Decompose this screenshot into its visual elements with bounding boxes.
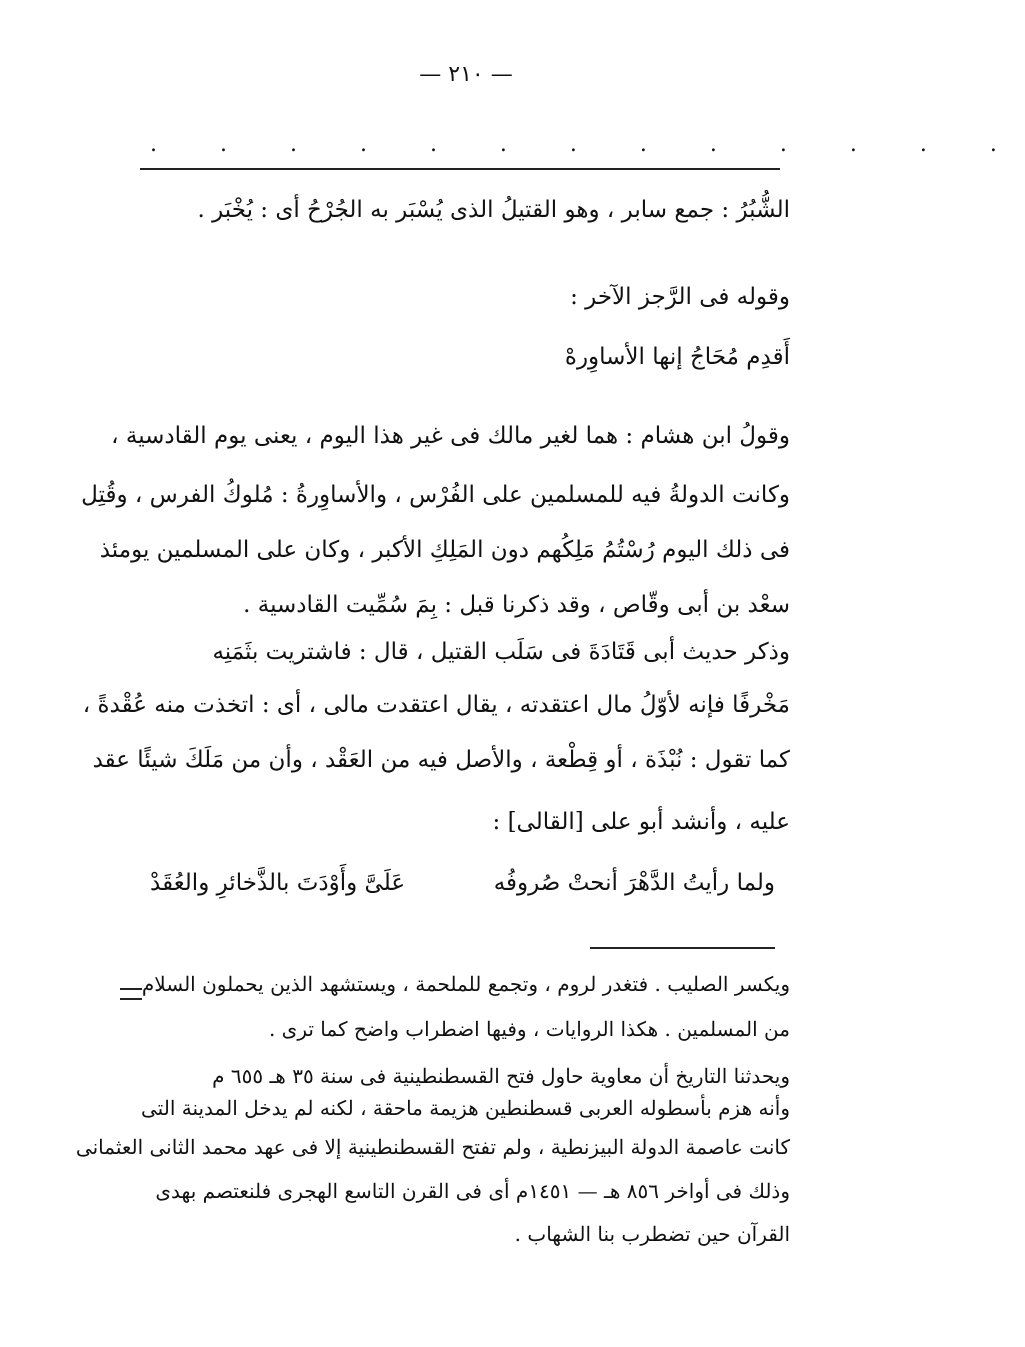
page-number: — ٢١٠ —: [419, 62, 513, 87]
text-line: كما تقول : نُبْذَة ، أو قِطْعة ، والأصل فيه من العَقْد ، وأن من مَلَكَ شيئًا عقد: [92, 747, 790, 773]
footnote-line: ويكسر الصليب . فتغدر لروم ، وتجمع للملحمة ، ويستشهد الذين يحملون السلام: [141, 972, 790, 996]
top-divider: [140, 168, 780, 170]
poetry-verse: [150, 870, 775, 896]
footnote-divider: [590, 947, 775, 949]
text-line: الشُّبُرُ : جمع سابر ، وهو القتيلُ الذى يُسْبَر به الجُرْحُ أى : يُخْبَر .: [197, 197, 790, 223]
footnote-text: [75, 972, 790, 1272]
text-line: وكانت الدولةُ فيه للمسلمين على الفُرْس ، والأساوِرةُ : مُلوكُ الفرس ، وقُتِل: [81, 482, 790, 508]
footnote-line: كانت عاصمة الدولة البيزنطية ، ولم تفتح القسطنطينية إلا فى عهد محمد الثانى العثمانى: [75, 1135, 790, 1159]
verse-first-hemistich: ولما رأيتُ الدَّهْرَ أنحتْ صُروفُه: [493, 870, 775, 896]
footnote-line: وذلك فى أواخر ٨٥٦ هـ — ١٤٥١م أى فى القرن التاسع الهجرى فلنعتصم بهدى: [155, 1179, 790, 1203]
footnote-line: من المسلمين . هكذا الروايات ، وفيها اضطراب واضح كما ترى .: [268, 1017, 790, 1041]
verse-second-hemistich: عَلَىَّ وأَوْدَتَ بالذَّخائرِ والعُقَدْ: [150, 870, 406, 896]
text-line: فى ذلك اليوم رُسْتُمُ مَلِكُهم دون المَلِكِ الأكبر ، وكان على المسلمين يومئذ: [99, 537, 790, 563]
rajaz-verse: أَقدِم مُحَاجُ إنها الأساوِرهْ: [564, 344, 790, 370]
text-line: سعْد بن أبى وقّاص ، وقد ذكرنا قبل : بِمَ سُمِّيت القادسية .: [243, 592, 790, 618]
text-line: وذكر حديث أبى قَتَادَةَ فى سَلَب القتيل ، قال : فاشتريت بثَمَنِه: [212, 639, 790, 665]
main-text: [81, 195, 790, 915]
ellipsis-dots: . . . . . . . . . . . . .: [150, 132, 1025, 157]
text-line: وقولُ ابن هشام : هما لغير مالك فى غير هذا اليوم ، يعنى يوم القادسية ،: [111, 423, 790, 449]
text-line: وقوله فى الرَّجز الآخر :: [570, 284, 790, 310]
footnote-line: القرآن حين تضطرب بنا الشهاب .: [514, 1222, 790, 1246]
text-line: عليه ، وأنشد أبو على [القالى] :: [492, 809, 790, 835]
footnote-line: وأنه هزم بأسطوله العربى قسطنطين هزيمة ماحقة ، لكنه لم يدخل المدينة التى: [141, 1096, 790, 1120]
text-line: مَخْرفًا فإنه لأوّلُ مال اعتقدته ، يقال اعتقدت مالى ، أى : اتخذت منه عُقْدةً ،: [82, 692, 790, 718]
footnote-line: ويحدثنا التاريخ أن معاوية حاول فتح القسطنطينية فى سنة ٣٥ هـ ٦٥٥ م: [212, 1064, 790, 1088]
